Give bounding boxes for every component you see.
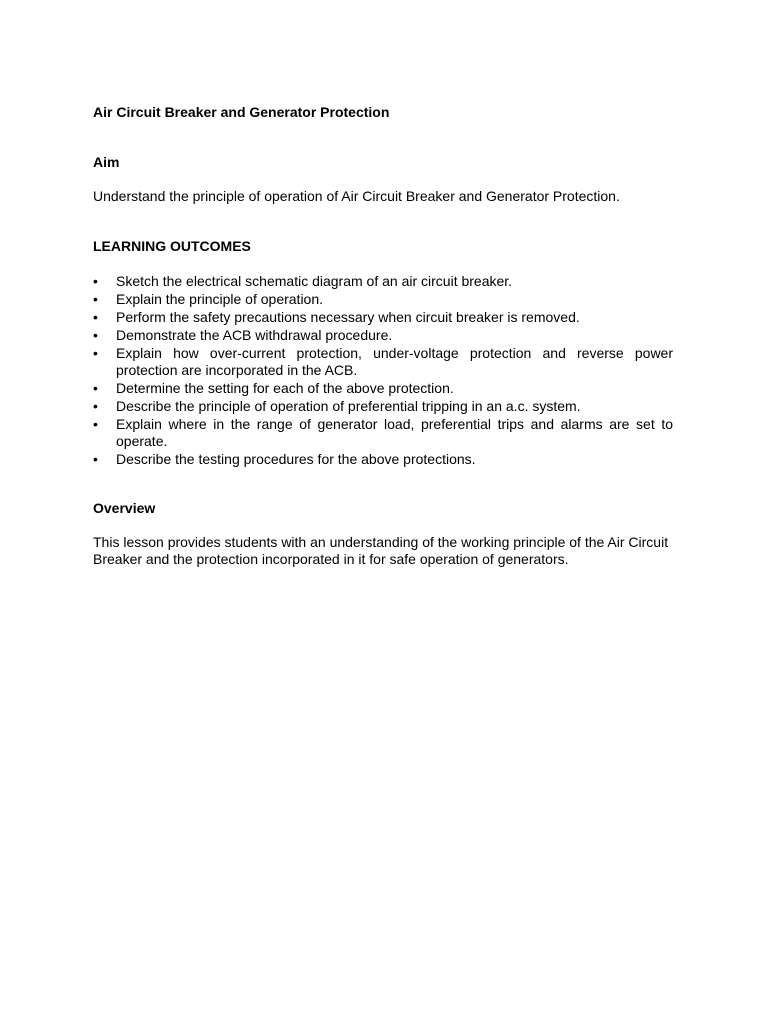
bullet-icon: • — [93, 273, 98, 289]
list-item-text: Explain where in the range of generator load, preferential trips and alarms are set to operate. — [116, 416, 673, 449]
learning-outcomes-list — [93, 273, 673, 468]
list-item-text: Demonstrate the ACB withdrawal procedure. — [116, 327, 393, 343]
list-item-text: Explain how over-current protection, under-voltage protection and reverse power protection are incorporated in the ACB. — [116, 345, 673, 378]
list-item — [93, 380, 673, 397]
list-item-text: Perform the safety precautions necessary when circuit breaker is removed. — [116, 309, 580, 325]
overview-text: This lesson provides students with an understanding of the working principle of the Air Circuit Breaker and the protection incorporated in it for safe operation of generators. — [93, 534, 669, 567]
list-item — [93, 273, 673, 290]
overview-heading: Overview — [93, 500, 156, 516]
bullet-icon: • — [93, 291, 98, 307]
aim-heading: Aim — [93, 154, 120, 170]
document-title: Air Circuit Breaker and Generator Protection — [93, 104, 390, 120]
list-item-text: Describe the principle of operation of preferential tripping in an a.c. system. — [116, 398, 581, 414]
list-item — [93, 309, 673, 326]
bullet-icon: • — [93, 345, 98, 361]
aim-text: Understand the principle of operation of Air Circuit Breaker and Generator Protection. — [93, 188, 620, 204]
bullet-icon: • — [93, 327, 98, 343]
bullet-icon: • — [93, 451, 98, 467]
list-item — [93, 291, 673, 308]
list-item-text: Describe the testing procedures for the above protections. — [116, 451, 476, 467]
list-item-text: Explain the principle of operation. — [116, 291, 324, 307]
list-item-text: Determine the setting for each of the above protection. — [116, 380, 454, 396]
list-item — [93, 451, 673, 468]
list-item-text: Sketch the electrical schematic diagram of an air circuit breaker. — [116, 273, 513, 289]
bullet-icon: • — [93, 398, 98, 414]
document-page — [93, 104, 673, 568]
learning-outcomes-heading: LEARNING OUTCOMES — [93, 238, 251, 254]
list-item — [93, 345, 673, 379]
bullet-icon: • — [93, 380, 98, 396]
bullet-icon: • — [93, 309, 98, 325]
list-item — [93, 416, 673, 450]
list-item — [93, 398, 673, 415]
bullet-icon: • — [93, 416, 98, 432]
list-item — [93, 327, 673, 344]
